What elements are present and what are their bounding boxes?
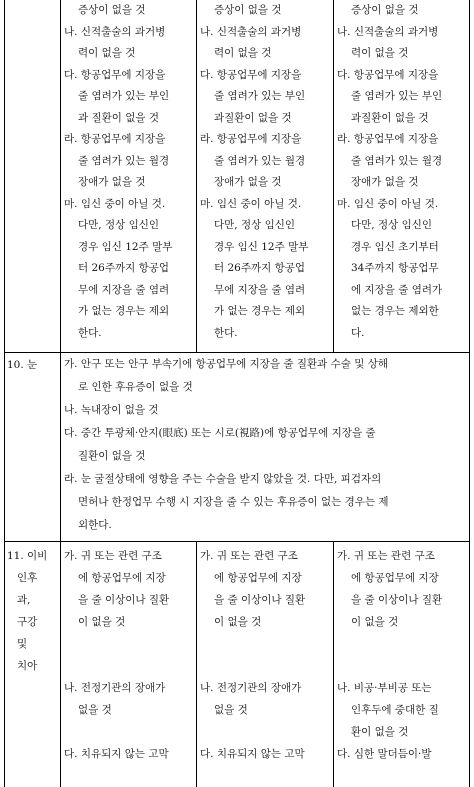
text-line: 나. 신적출술의 과거병 bbox=[200, 25, 302, 38]
text-line: 가. 귀 또는 관련 구조 bbox=[64, 550, 162, 562]
text-line: 을 줄 이상이나 질환 bbox=[214, 594, 306, 606]
text-line: 로 인한 후유증이 없을 것 bbox=[78, 381, 193, 393]
text-line: 가. 귀 또는 관련 구조 bbox=[200, 550, 298, 562]
text-line: 줄 염려가 있는 부인 bbox=[78, 90, 170, 102]
text-line: 장애가 없을 것 bbox=[351, 176, 419, 188]
ent-row-col3-text bbox=[337, 545, 442, 765]
top-row-col3-text bbox=[337, 0, 442, 344]
text-line: 과 질환이 없을 것 bbox=[78, 111, 160, 124]
heading-line: 구강 bbox=[17, 616, 38, 628]
text-line: 환이 없을 것 bbox=[351, 726, 409, 738]
heading-line: 11. 이비 bbox=[7, 550, 48, 562]
text-line: 한다. bbox=[214, 326, 238, 339]
text-line: 나. 비공·부비공 또는 bbox=[337, 682, 432, 694]
text-line: 라. 항공업무에 지장을 bbox=[337, 133, 439, 145]
text-line: 마. 임신 중이 아닐 것. bbox=[64, 197, 166, 210]
heading-line: 및 bbox=[17, 638, 28, 650]
text-line: 라. 눈 굴절상태에 영향을 주는 수술을 받지 않았을 것. 다만, 피검자의 bbox=[64, 473, 382, 485]
row-divider-middle bbox=[4, 541, 470, 542]
text-line: 다. 치유되지 않는 고막 bbox=[64, 748, 169, 760]
text-line: 력이 없을 것 bbox=[351, 47, 409, 59]
table-border-right bbox=[469, 0, 470, 787]
column-divider-2 bbox=[196, 0, 197, 352]
text-line: 장애가 없을 것 bbox=[214, 176, 282, 188]
text-line: 가 없는 경우는 제외 bbox=[78, 305, 170, 317]
ent-row-col2-text bbox=[200, 545, 305, 765]
heading-line: 과, bbox=[17, 594, 31, 606]
text-line: 을 줄 이상이나 질환 bbox=[78, 594, 170, 606]
text-line: 터 26주까지 항공업 bbox=[78, 262, 170, 274]
text-line: 경우 임신 12주 말부 bbox=[78, 240, 173, 253]
text-line: 장애가 없을 것 bbox=[78, 176, 146, 188]
text-line: 나. 녹내장이 없을 것 bbox=[64, 404, 159, 416]
text-line: 가. 안구 또는 안구 부속기에 항공업무에 지장을 줄 질환과 수술 및 상해 bbox=[64, 358, 389, 370]
text-line: 이 없을 것 bbox=[214, 616, 262, 628]
text-line: 에 항공업무에 지장 bbox=[351, 572, 439, 584]
text-line: 증상이 없을 것 bbox=[78, 4, 146, 16]
text-line: 다. 심한 말더듬이·발 bbox=[337, 748, 432, 760]
text-line: 에 항공업무에 지장 bbox=[78, 572, 166, 584]
text-line: 무에 지장을 줄 염려 bbox=[78, 283, 170, 296]
text-line: 나. 신적출술의 과거병 bbox=[64, 25, 166, 38]
text-line: 다. 항공업무에 지장을 bbox=[64, 68, 166, 81]
text-line: 무에 지장을 줄 염려 bbox=[214, 283, 306, 296]
text-line: 가. 귀 또는 관련 구조 bbox=[337, 550, 435, 562]
heading-text: 10. 눈 bbox=[7, 359, 38, 371]
text-line: 줄 염려가 있는 부인 bbox=[214, 90, 306, 102]
text-line: 경우 임신 12주 말부 bbox=[214, 240, 309, 253]
text-line: 없을 것 bbox=[78, 704, 112, 716]
text-line: 마. 임신 중이 아닐 것. bbox=[200, 197, 302, 210]
text-line: 력이 없을 것 bbox=[78, 47, 136, 59]
eye-row-heading bbox=[7, 354, 37, 376]
text-line: 다만, 정상 임신인 bbox=[78, 219, 160, 231]
text-line: 외한다. bbox=[78, 519, 112, 531]
text-line: 증상이 없을 것 bbox=[351, 4, 419, 16]
text-line: 줄 염려가 있는 월경 bbox=[78, 154, 170, 167]
column-divider-3-lower bbox=[333, 541, 334, 787]
text-line: 나. 신적출술의 과거병 bbox=[337, 25, 439, 38]
text-line: 라. 항공업무에 지장을 bbox=[64, 133, 166, 145]
text-line: 34주까지 항공업무 bbox=[351, 262, 439, 274]
text-line: 이 없을 것 bbox=[351, 616, 399, 628]
text-line: 과질환이 없을 것 bbox=[351, 111, 429, 124]
heading-line: 치아 bbox=[17, 660, 38, 672]
text-line: 없는 경우는 제외한 bbox=[351, 305, 439, 317]
top-row-col2-text bbox=[200, 0, 308, 344]
text-line bbox=[64, 655, 169, 677]
text-line: 을 줄 이상이나 질환 bbox=[351, 594, 443, 606]
text-line: 면허나 한정업무 수행 시 지장을 줄 수 있는 후유증이 없는 경우는 제 bbox=[78, 496, 389, 508]
text-line: 라. 항공업무에 지장을 bbox=[200, 133, 302, 145]
text-line: 줄 염려가 있는 월경 bbox=[351, 154, 443, 167]
text-line bbox=[64, 633, 169, 655]
text-line: 줄 염려가 있는 월경 bbox=[214, 154, 306, 167]
text-line: 력이 없을 것 bbox=[214, 47, 272, 59]
text-line: 인후두에 중대한 질 bbox=[351, 704, 439, 716]
ent-row-heading bbox=[7, 545, 47, 677]
text-line: 에 항공업무에 지장 bbox=[214, 572, 302, 584]
text-line: 질환이 없을 것 bbox=[78, 450, 146, 462]
text-line: 터 26주까지 항공업 bbox=[214, 262, 306, 274]
text-line: 줄 염려가 있는 부인 bbox=[351, 90, 443, 102]
heading-line: 인후 bbox=[17, 572, 38, 584]
text-line bbox=[337, 655, 442, 677]
text-line: 다. 항공업무에 지장을 bbox=[200, 68, 302, 81]
column-divider-2-lower bbox=[196, 541, 197, 787]
text-line: 마. 임신 중이 아닐 것. bbox=[337, 197, 439, 210]
ent-row-col1-text bbox=[64, 545, 169, 765]
text-line bbox=[200, 721, 305, 743]
text-line bbox=[337, 633, 442, 655]
text-line: 다만, 정상 임신인 bbox=[351, 219, 433, 231]
text-line: 다. bbox=[351, 326, 365, 339]
top-row-col1-text bbox=[64, 0, 172, 344]
text-line: 나. 전정기관의 장애가 bbox=[64, 682, 166, 694]
text-line: 다. 중간 투광체·안지(眼底) 또는 시로(視路)에 항공업무에 지장을 줄 bbox=[64, 427, 376, 439]
text-line: 이 없을 것 bbox=[78, 616, 126, 628]
text-line bbox=[200, 655, 305, 677]
table-border-left bbox=[4, 0, 5, 787]
column-divider-3 bbox=[333, 0, 334, 352]
text-line: 과질환이 없을 것 bbox=[214, 111, 292, 124]
text-line bbox=[200, 633, 305, 655]
text-line: 경우 임신 초기부터 bbox=[351, 240, 439, 253]
column-divider-1 bbox=[60, 0, 61, 787]
text-line: 없을 것 bbox=[214, 704, 248, 716]
text-line: 다. 항공업무에 지장을 bbox=[337, 68, 439, 81]
text-line: 증상이 없을 것 bbox=[214, 4, 282, 16]
text-line: 가 없는 경우는 제외 bbox=[214, 305, 306, 317]
eye-row-text bbox=[64, 353, 389, 537]
text-line: 다. 치유되지 않는 고막 bbox=[200, 748, 305, 760]
text-line: 나. 전정기관의 장애가 bbox=[200, 682, 302, 694]
text-line: 에 지장을 줄 염려가 bbox=[351, 283, 443, 296]
text-line: 다만, 정상 임신인 bbox=[214, 219, 296, 231]
text-line bbox=[64, 721, 169, 743]
text-line: 한다. bbox=[78, 326, 102, 339]
